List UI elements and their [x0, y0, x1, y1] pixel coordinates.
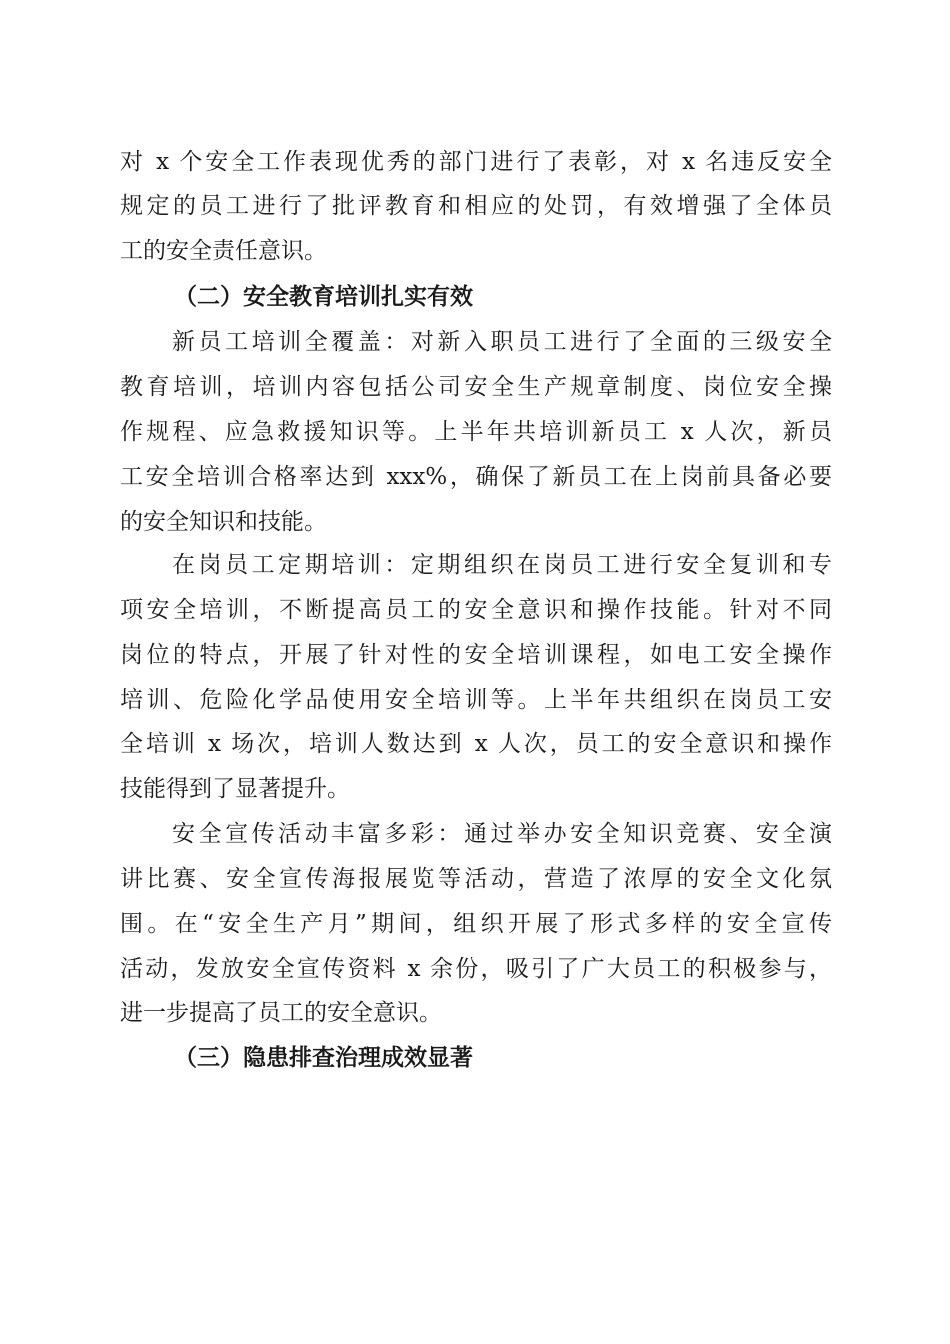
paragraph-line: 项安全培训，不断提高员工的安全意识和操作技能。针对不同 [120, 597, 832, 623]
paragraph-line: 岗位的特点，开展了针对性的安全培训课程，如电工安全操作 [120, 642, 832, 668]
paragraph-line: 新员工培训全覆盖：对新入职员工进行了全面的三级安全 [172, 329, 832, 355]
paragraph-line: 安全宣传活动丰富多彩：通过举办安全知识竞赛、安全演 [172, 821, 832, 847]
paragraph-line: 全培训 x 场次，培训人数达到 x 人次，员工的安全意识和操作 [120, 731, 832, 757]
section-heading-3: （三）隐患排查治理成效显著 [174, 1044, 473, 1071]
paragraph-line: 作规程、应急救援知识等。上半年共培训新员工 x 人次，新员 [120, 419, 832, 445]
paragraph-line: 工安全培训合格率达到 xxx%，确保了新员工在上岗前具备必要 [120, 464, 832, 490]
paragraph-line: 对 x 个安全工作表现优秀的部门进行了表彰，对 x 名违反安全 [120, 149, 832, 175]
paragraph-line: 教育培训，培训内容包括公司安全生产规章制度、岗位安全操 [120, 374, 832, 400]
paragraph-line: 培训、危险化学品使用安全培训等。上半年共组织在岗员工安 [120, 687, 832, 713]
paragraph-line: 在岗员工定期培训：定期组织在岗员工进行安全复训和专 [172, 552, 832, 578]
paragraph-line: 讲比赛、安全宣传海报展览等活动，营造了浓厚的安全文化氛 [120, 866, 832, 892]
paragraph-line: 围。在“安全生产月”期间，组织开展了形式多样的安全宣传 [120, 911, 832, 937]
paragraph-line: 规定的员工进行了批评教育和相应的处罚，有效增强了全体员 [120, 193, 832, 219]
section-heading-2: （二）安全教育培训扎实有效 [174, 283, 473, 310]
paragraph-line: 的安全知识和技能。 [120, 509, 327, 535]
paragraph-line: 工的安全责任意识。 [120, 238, 327, 264]
paragraph-line: 技能得到了显著提升。 [120, 776, 350, 802]
paragraph-line: 活动，发放安全宣传资料 x 余份，吸引了广大员工的积极参与， [120, 956, 832, 982]
document-page [120, 0, 832, 1344]
paragraph-line: 进一步提高了员工的安全意识。 [120, 1000, 442, 1026]
